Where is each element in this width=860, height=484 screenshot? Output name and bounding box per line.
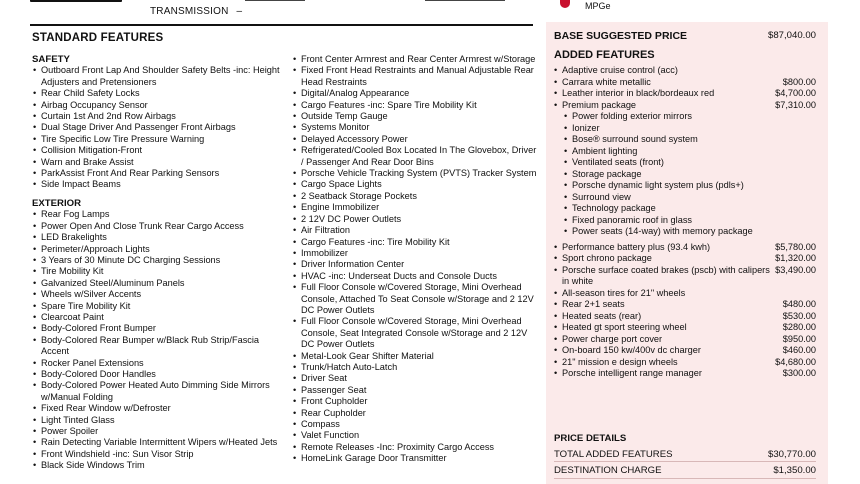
added-feature-row: [554, 65, 816, 77]
added-feature-row: [554, 242, 816, 254]
added-feature-name: • Sport chrono package: [554, 253, 652, 265]
added-feature-row: [554, 100, 816, 112]
feature-item: • Outside Temp Gauge: [292, 111, 538, 122]
feature-item: • Warn and Brake Assist: [32, 157, 284, 168]
feature-item: • Air Filtration: [292, 225, 538, 236]
energy-drop-icon: [560, 0, 570, 8]
added-feature-price: $460.00: [782, 345, 816, 355]
added-feature-row: [554, 253, 816, 265]
feature-item: • Front Cupholder: [292, 396, 538, 407]
feature-item: • Rocker Panel Extensions: [32, 358, 284, 369]
feature-item: • Dual Stage Driver And Passenger Front Airbags: [32, 122, 284, 133]
added-feature-row: [554, 357, 816, 369]
feature-item: • Body-Colored Rear Bumper w/Black Rub Strip/Fascia Accent: [32, 335, 284, 358]
added-features-list: [554, 65, 816, 380]
feature-item: • Front Center Armrest and Rear Center Armrest w/Storage: [292, 54, 538, 65]
feature-item: • Black Side Windows Trim: [32, 460, 284, 471]
package-sub-item: • Surround view: [554, 192, 816, 204]
feature-item: • Porsche Vehicle Tracking System (PVTS) Tracker System: [292, 168, 538, 179]
feature-item: • Wheels w/Silver Accents: [32, 289, 284, 300]
added-feature-name: • 21" mission e design wheels: [554, 357, 678, 369]
feature-item: • Driver Seat: [292, 373, 538, 384]
feature-item: • Body-Colored Front Bumper: [32, 323, 284, 334]
standard-features-title: STANDARD FEATURES: [32, 32, 164, 44]
feature-item: • Spare Tire Mobility Kit: [32, 301, 284, 312]
added-features-title: ADDED FEATURES: [554, 49, 655, 61]
destination-row: [554, 465, 816, 476]
added-feature-name: • Porsche intelligent range manager: [554, 368, 702, 380]
feature-item: • Power Spoiler: [32, 426, 284, 437]
total-added-value: $30,770.00: [767, 449, 816, 460]
transmission-row: [150, 6, 242, 17]
total-added-row: [554, 449, 816, 460]
added-feature-price: $530.00: [782, 310, 816, 321]
section-heading: EXTERIOR: [32, 197, 82, 209]
added-feature-row: [554, 265, 816, 288]
added-feature-name: • Heated seats (rear): [554, 311, 641, 323]
divider: [554, 461, 816, 462]
package-sub-item: • Storage package: [554, 169, 816, 181]
feature-item: • 3 Years of 30 Minute DC Charging Sessions: [32, 255, 284, 266]
added-feature-name: • Porsche surface coated brakes (pscb) with calipers in white: [554, 265, 775, 288]
feature-item: • Metal-Look Gear Shifter Material: [292, 351, 538, 362]
feature-item: • Rear Fog Lamps: [32, 209, 284, 220]
feature-item: • Body-Colored Power Heated Auto Dimming Side Mirrors w/Manual Folding: [32, 380, 284, 403]
package-sub-item: • Power seats (14-way) with memory package: [554, 226, 816, 238]
destination-label: DESTINATION CHARGE: [554, 465, 662, 476]
logo: [30, 0, 122, 2]
base-price-label: BASE SUGGESTED PRICE: [554, 30, 688, 42]
feature-item: • 2 12V DC Power Outlets: [292, 214, 538, 225]
feature-item: • Power Open And Close Trunk Rear Cargo Access: [32, 221, 284, 232]
divider: [554, 478, 816, 479]
feature-item: • Clearcoat Paint: [32, 312, 284, 323]
feature-item: • Compass: [292, 419, 538, 430]
section-rule: [30, 24, 533, 26]
feature-item: • Tire Mobility Kit: [32, 266, 284, 277]
feature-item: • Driver Information Center: [292, 259, 538, 270]
pricing-panel: [546, 22, 828, 484]
added-feature-name: • Heated gt sport steering wheel: [554, 322, 687, 334]
package-sub-item: • Ionizer: [554, 123, 816, 135]
added-feature-row: [554, 77, 816, 89]
base-price-value: $87,040.00: [767, 30, 816, 41]
feature-item: • Rain Detecting Variable Intermittent Wipers w/Heated Jets: [32, 437, 284, 448]
added-feature-name: • On-board 150 kw/400v dc charger: [554, 345, 701, 357]
destination-value: $1,350.00: [773, 465, 816, 476]
feature-item: • Airbag Occupancy Sensor: [32, 100, 284, 111]
feature-item: • Galvanized Steel/Aluminum Panels: [32, 278, 284, 289]
added-feature-price: $480.00: [782, 299, 816, 309]
feature-item: • Trunk/Hatch Auto-Latch: [292, 362, 538, 373]
added-feature-name: • Premium package: [554, 100, 636, 112]
feature-item: • Rear Child Safety Locks: [32, 88, 284, 99]
added-feature-name: • Leather interior in black/bordeaux red: [554, 88, 714, 100]
added-feature-row: [554, 88, 816, 100]
feature-item: • Perimeter/Approach Lights: [32, 244, 284, 255]
feature-item: • Light Tinted Glass: [32, 415, 284, 426]
total-added-label: TOTAL ADDED FEATURES: [554, 449, 673, 460]
base-price-row: [554, 30, 816, 42]
added-feature-name: • Adaptive cruise control (acc): [554, 65, 678, 77]
feature-item: • Valet Function: [292, 430, 538, 441]
added-feature-row: [554, 311, 816, 323]
package-sub-item: • Bose® surround sound system: [554, 134, 816, 146]
package-sub-item: • Porsche dynamic light system plus (pdls+): [554, 180, 816, 192]
feature-item: • ParkAssist Front And Rear Parking Sensors: [32, 168, 284, 179]
added-feature-price: $7,310.00: [775, 99, 816, 110]
added-feature-price: $4,680.00: [775, 356, 816, 367]
added-feature-name: • Rear 2+1 seats: [554, 299, 625, 311]
added-feature-price: $3,490.00: [775, 264, 816, 275]
added-feature-name: • Carrara white metallic: [554, 77, 651, 89]
feature-item: • Engine Immobilizer: [292, 202, 538, 213]
feature-item: • Side Impact Beams: [32, 179, 284, 190]
feature-item: • Refrigerated/Cooled Box Located In The Glovebox, Driver / Passenger And Rear Door Bins: [292, 145, 538, 168]
feature-item: • Body-Colored Door Handles: [32, 369, 284, 380]
transmission-label: TRANSMISSION: [150, 6, 229, 17]
added-feature-price: $300.00: [782, 368, 816, 378]
added-feature-price: $800.00: [782, 76, 816, 87]
added-feature-name: • Performance battery plus (93.4 kwh): [554, 242, 710, 254]
feature-item: • LED Brakelights: [32, 232, 284, 243]
feature-item: • Rear Cupholder: [292, 408, 538, 419]
package-sub-item: • Technology package: [554, 203, 816, 215]
added-feature-price: $280.00: [782, 322, 816, 332]
added-feature-price: $950.00: [782, 333, 816, 344]
feature-item: • Delayed Accessory Power: [292, 134, 538, 145]
feature-item: • Front Windshield -inc: Sun Visor Strip: [32, 449, 284, 460]
package-sub-item: • Fixed panoramic roof in glass: [554, 215, 816, 227]
added-feature-price: $5,780.00: [775, 241, 816, 252]
feature-item: • 2 Seatback Storage Pockets: [292, 191, 538, 202]
package-sub-item: • Ambient lighting: [554, 146, 816, 158]
added-feature-row: [554, 345, 816, 357]
added-feature-row: [554, 368, 816, 380]
added-feature-row: [554, 288, 816, 300]
added-feature-name: • All-season tires for 21" wheels: [554, 288, 685, 300]
added-feature-row: [554, 322, 816, 334]
feature-item: • Tire Specific Low Tire Pressure Warning: [32, 134, 284, 145]
package-sub-item: • Power folding exterior mirrors: [554, 111, 816, 123]
feature-item: • Digital/Analog Appearance: [292, 88, 538, 99]
standard-features-column-1: [32, 54, 284, 472]
header-strip: [0, 0, 860, 22]
feature-item: • Immobilizer: [292, 248, 538, 259]
price-details-title: PRICE DETAILS: [554, 433, 627, 444]
feature-item: • Collision Mitigation-Front: [32, 145, 284, 156]
added-feature-price: $4,700.00: [775, 88, 816, 98]
feature-item: • Systems Monitor: [292, 122, 538, 133]
feature-item: • HVAC -inc: Underseat Ducts and Console Ducts: [292, 271, 538, 282]
feature-item: • Curtain 1st And 2nd Row Airbags: [32, 111, 284, 122]
feature-item: • Passenger Seat: [292, 385, 538, 396]
package-sub-item: • Ventilated seats (front): [554, 157, 816, 169]
added-feature-row: [554, 334, 816, 346]
header-divider: [425, 0, 505, 1]
added-feature-row: [554, 299, 816, 311]
standard-features-column-2: [292, 54, 538, 465]
added-feature-name: • Power charge port cover: [554, 334, 662, 346]
feature-item: • Cargo Features -inc: Spare Tire Mobility Kit: [292, 100, 538, 111]
feature-item: • HomeLink Garage Door Transmitter: [292, 453, 538, 464]
section-heading: SAFETY: [32, 54, 70, 65]
feature-item: • Remote Releases -Inc: Proximity Cargo Access: [292, 442, 538, 453]
added-feature-price: $1,320.00: [775, 253, 816, 263]
feature-item: • Cargo Space Lights: [292, 179, 538, 190]
feature-item: • Cargo Features -inc: Tire Mobility Kit: [292, 237, 538, 248]
mpge-label: MPGe: [585, 1, 611, 11]
feature-item: • Fixed Rear Window w/Defroster: [32, 403, 284, 414]
transmission-value: –: [236, 6, 243, 17]
header-divider: [245, 0, 305, 1]
feature-item: • Fixed Front Head Restraints and Manual Adjustable Rear Head Restraints: [292, 65, 538, 88]
feature-item: • Full Floor Console w/Covered Storage, Mini Overhead Console, Attached To Seat Console w/Storage and 2 12V DC Power Outlets: [292, 282, 538, 316]
feature-item: • Full Floor Console w/Covered Storage, Mini Overhead Console, Seat Integrated Console w/Storage and 2 12V DC Power Outlets: [292, 316, 538, 350]
feature-item: • Outboard Front Lap And Shoulder Safety Belts -inc: Height Adjusters and Pretensioners: [32, 65, 284, 88]
